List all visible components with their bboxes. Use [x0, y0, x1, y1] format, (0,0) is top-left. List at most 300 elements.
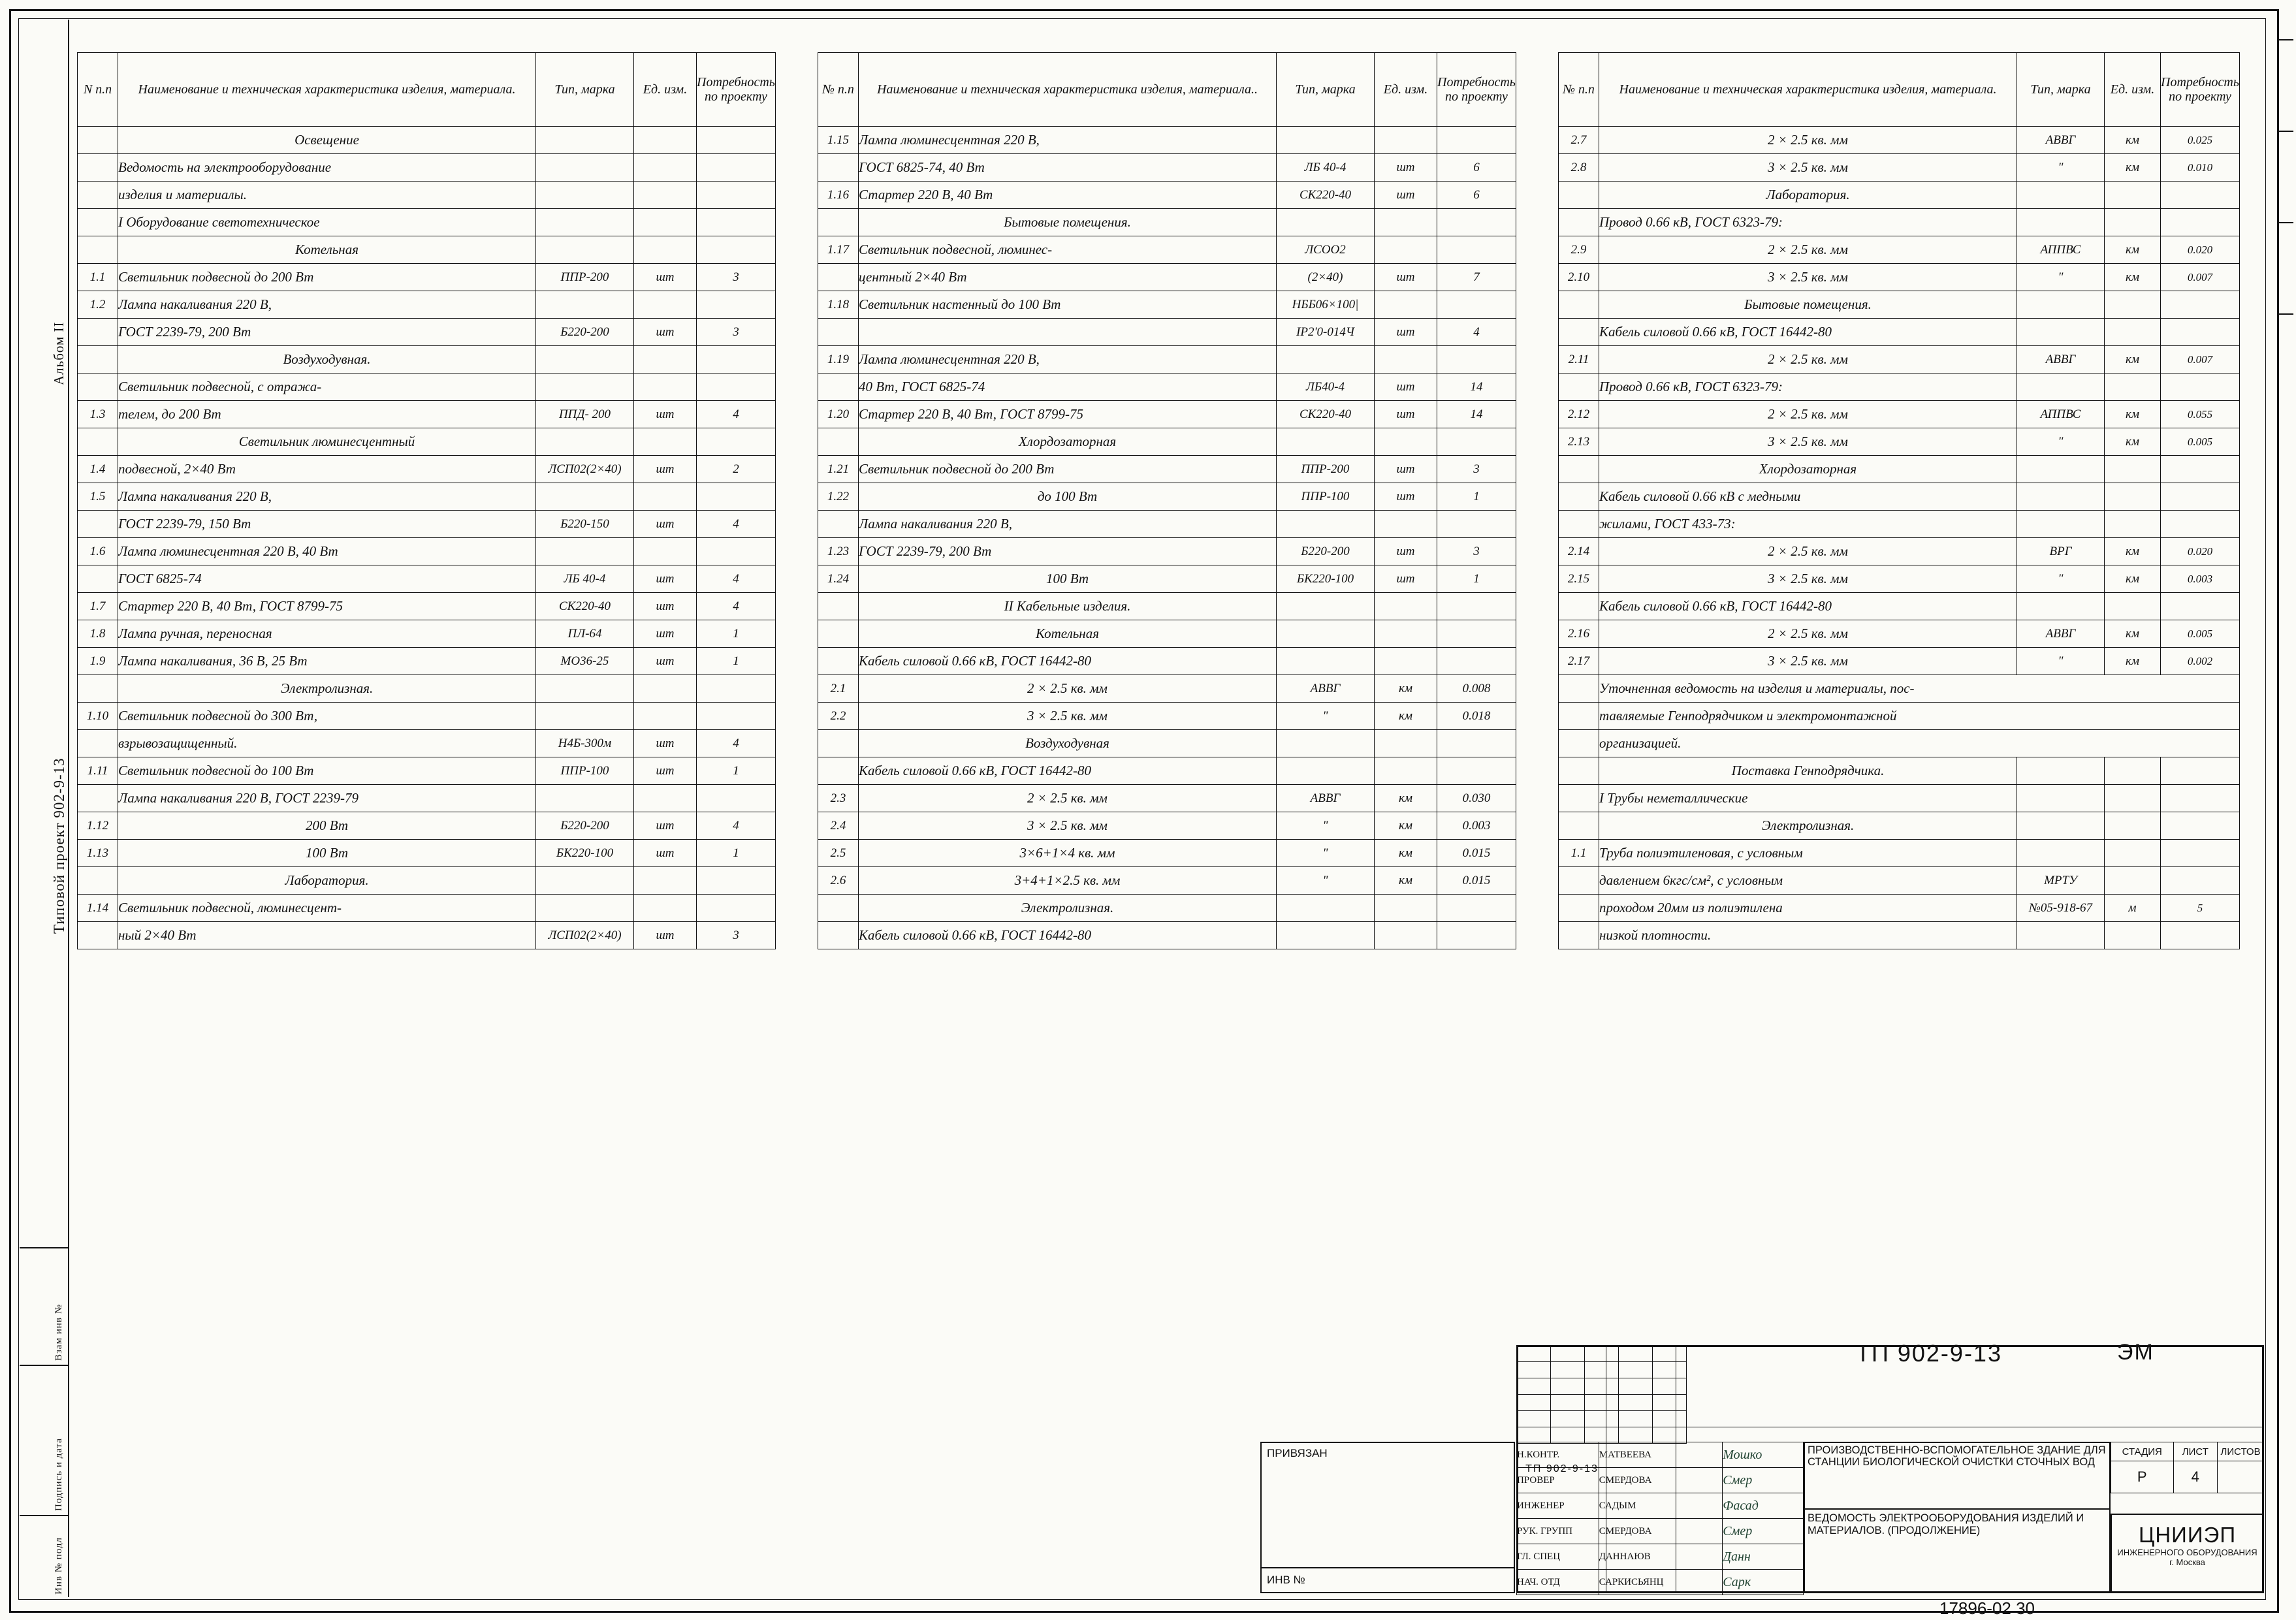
cell-num: 2.13 — [1559, 428, 1599, 456]
sheet-value: 4 — [2173, 1461, 2218, 1493]
cell-num: 2.15 — [1559, 565, 1599, 593]
cell-unit — [2105, 182, 2161, 209]
cell-name: Лаборатория. — [118, 867, 536, 895]
cell-qty: 0.055 — [2161, 401, 2240, 428]
cell-qty: 3 — [697, 319, 776, 346]
cell-type — [536, 154, 634, 182]
table-row — [1559, 812, 2240, 840]
cell-unit — [634, 785, 697, 812]
cell-num — [78, 675, 118, 703]
cell-unit — [2105, 456, 2161, 483]
cell-type — [2017, 209, 2105, 236]
cell-type — [2017, 757, 2105, 785]
cell-type — [2017, 319, 2105, 346]
cell-unit — [634, 182, 697, 209]
cell-unit — [2105, 593, 2161, 620]
cell-num: 2.1 — [818, 675, 859, 703]
cell-name: центный 2×40 Вт — [859, 264, 1277, 291]
cell-unit — [1375, 236, 1437, 264]
cell-name: Стартер 220 В, 40 Вт, ГОСТ 8799-75 — [118, 593, 536, 620]
cell-unit — [1375, 511, 1437, 538]
cell-num — [78, 154, 118, 182]
cell-qty: 6 — [1437, 154, 1516, 182]
table-row — [78, 236, 776, 264]
role-row — [1517, 1493, 1804, 1519]
cell-name: Кабель силовой 0.66 кВ, ГОСТ 16442-80 — [1599, 319, 2017, 346]
stamp-label-podpis: Подпись и дата — [54, 1438, 64, 1511]
stage-block — [2111, 1442, 2264, 1514]
cell-unit — [2105, 511, 2161, 538]
th-name: Наименование и техническая характеристика изделия, материала.. — [859, 53, 1277, 127]
cell-num: 2.6 — [818, 867, 859, 895]
cell-num — [1559, 675, 1599, 703]
cell-type — [1277, 511, 1375, 538]
th-unit: Ед. изм. — [634, 53, 697, 127]
th-type: Тип, марка — [2017, 53, 2105, 127]
title-grid-left — [1516, 1345, 1687, 1444]
cell-unit: шт — [1375, 319, 1437, 346]
table-row — [78, 456, 776, 483]
cell-unit — [2105, 483, 2161, 511]
cell-unit — [2105, 319, 2161, 346]
cell-name: взрывозащищенный. — [118, 730, 536, 757]
cell-num — [818, 154, 859, 182]
cell-unit: шт — [1375, 182, 1437, 209]
cell-qty: 3 — [697, 264, 776, 291]
table-row — [818, 319, 1516, 346]
cell-name: ГОСТ 6825-74, 40 Вт — [859, 154, 1277, 182]
cell-name: ГОСТ 2239-79, 150 Вт — [118, 511, 536, 538]
cell-name: 3×6+1×4 кв. мм — [859, 840, 1277, 867]
cell-qty: 7 — [1437, 264, 1516, 291]
cell-qty — [2161, 373, 2240, 401]
role-row — [1517, 1468, 1804, 1493]
album-label: Альбом II — [51, 321, 67, 385]
cell-type — [536, 182, 634, 209]
table-row — [78, 922, 776, 949]
cell-num — [1559, 785, 1599, 812]
cell-type — [536, 703, 634, 730]
cell-unit — [2105, 209, 2161, 236]
table-row — [1559, 538, 2240, 565]
cell-type: АВВГ — [2017, 346, 2105, 373]
cell-unit: км — [2105, 127, 2161, 154]
cell-type: " — [1277, 840, 1375, 867]
cell-num — [78, 922, 118, 949]
cell-num: 1.5 — [78, 483, 118, 511]
cell-name: изделия и материалы. — [118, 182, 536, 209]
cell-qty: 4 — [697, 593, 776, 620]
cell-unit — [2105, 840, 2161, 867]
cell-name: Лампа люминесцентная 220 В, — [859, 127, 1277, 154]
cell-qty — [2161, 209, 2240, 236]
cell-name: Котельная — [859, 620, 1277, 648]
table-row — [818, 264, 1516, 291]
cell-name: 2 × 2.5 кв. мм — [1599, 538, 2017, 565]
table-row — [1559, 730, 2240, 757]
cell-num — [1559, 757, 1599, 785]
table-row — [78, 593, 776, 620]
cell-qty: 0.005 — [2161, 620, 2240, 648]
cell-unit — [1375, 620, 1437, 648]
cell-num — [78, 730, 118, 757]
table-row — [1559, 209, 2240, 236]
role-person: ДАННАЮВ — [1599, 1544, 1723, 1570]
table-row — [78, 483, 776, 511]
cell-qty — [1437, 648, 1516, 675]
cell-type: ППР-200 — [1277, 456, 1375, 483]
cell-type — [1277, 620, 1375, 648]
cell-qty: 0.020 — [2161, 236, 2240, 264]
cell-qty — [697, 291, 776, 319]
table-row — [1559, 511, 2240, 538]
table-header-row — [78, 53, 776, 127]
cell-num — [1559, 456, 1599, 483]
cell-name: 3 × 2.5 кв. мм — [859, 703, 1277, 730]
cell-type: " — [1277, 812, 1375, 840]
cell-name: Хлордозаторная — [1599, 456, 2017, 483]
cell-name: давлением 6кгс/см², с условным — [1599, 867, 2017, 895]
cell-num — [78, 236, 118, 264]
cell-name: Электролизная. — [1599, 812, 2017, 840]
cell-unit: шт — [634, 264, 697, 291]
cell-num: 1.2 — [78, 291, 118, 319]
cell-name: Светильник подвесной, люминес- — [859, 236, 1277, 264]
object-name: ПРОИЗВОДСТВЕННО-ВСПОМОГАТЕЛЬНОЕ ЗДАНИЕ ДЛЯ СТАНЦИИ БИОЛОГИЧЕСКОЙ ОЧИСТКИ СТОЧНЫХ ВОД — [1808, 1444, 2106, 1469]
sheets-label: ЛИСТОВ — [2218, 1442, 2264, 1461]
cell-type: СК220-40 — [1277, 401, 1375, 428]
cell-unit: шт — [634, 565, 697, 593]
cell-name: подвесной, 2×40 Вт — [118, 456, 536, 483]
table-row — [818, 895, 1516, 922]
role-signature: Данн — [1723, 1544, 1804, 1570]
cell-name: 3+4+1×2.5 кв. мм — [859, 867, 1277, 895]
edge-tick — [2279, 131, 2293, 132]
cell-name: 2 × 2.5 кв. мм — [859, 785, 1277, 812]
cell-num: 1.8 — [78, 620, 118, 648]
cell-name: Бытовые помещения. — [859, 209, 1277, 236]
table-row — [1559, 456, 2240, 483]
cell-num — [1559, 922, 1599, 949]
cell-qty: 1 — [697, 648, 776, 675]
table-row — [818, 648, 1516, 675]
cell-unit — [634, 373, 697, 401]
table-row — [818, 730, 1516, 757]
cell-qty: 3 — [1437, 538, 1516, 565]
cell-name: Кабель силовой 0.66 кВ, ГОСТ 16442-80 — [859, 922, 1277, 949]
role-person: СМЕРДОВА — [1599, 1519, 1723, 1544]
organization-subtitle: ИНЖЕНЕРНОГО ОБОРУДОВАНИЯ — [2117, 1548, 2257, 1557]
cell-num: 2.11 — [1559, 346, 1599, 373]
cell-num: 2.12 — [1559, 401, 1599, 428]
cell-qty — [697, 895, 776, 922]
cell-type: АВВГ — [1277, 675, 1375, 703]
table-row — [818, 154, 1516, 182]
cell-qty — [1437, 922, 1516, 949]
cell-name: Провод 0.66 кВ, ГОСТ 6323-79: — [1599, 209, 2017, 236]
cell-unit: шт — [1375, 538, 1437, 565]
table-row — [78, 428, 776, 456]
table-row — [1559, 428, 2240, 456]
organization-city: г. Москва — [2169, 1557, 2205, 1567]
table-row — [818, 867, 1516, 895]
cell-name: Кабель силовой 0.66 кВ, ГОСТ 16442-80 — [1599, 593, 2017, 620]
cell-unit: км — [2105, 154, 2161, 182]
cell-num: 1.1 — [1559, 840, 1599, 867]
edge-tick — [2279, 222, 2293, 223]
cell-num: 1.12 — [78, 812, 118, 840]
cell-num: 1.22 — [818, 483, 859, 511]
cell-type: Б220-200 — [536, 812, 634, 840]
cell-unit: шт — [1375, 373, 1437, 401]
stamp-label-inv: Инв № подл — [54, 1537, 64, 1595]
role-person: САДЫМ — [1599, 1493, 1723, 1519]
cell-unit: шт — [634, 319, 697, 346]
th-unit: Ед. изм. — [2105, 53, 2161, 127]
cell-num: 1.23 — [818, 538, 859, 565]
role-title: Н.КОНТР. — [1517, 1442, 1599, 1468]
table-row — [1559, 346, 2240, 373]
cell-name: Светильник подвесной, люминесцент- — [118, 895, 536, 922]
cell-num: 1.24 — [818, 565, 859, 593]
cell-num: 1.3 — [78, 401, 118, 428]
cell-name — [859, 319, 1277, 346]
cell-type: СК220-40 — [1277, 182, 1375, 209]
cell-unit: км — [2105, 428, 2161, 456]
cell-num — [818, 511, 859, 538]
title-code-big: ТП 902-9-13 — [1856, 1340, 2002, 1367]
cell-qty — [697, 483, 776, 511]
cell-num — [78, 346, 118, 373]
cell-unit — [2105, 291, 2161, 319]
roles-table — [1516, 1442, 1804, 1595]
cell-name: 2 × 2.5 кв. мм — [1599, 127, 2017, 154]
privyazan-label: ПРИВЯЗАН — [1267, 1447, 1328, 1459]
cell-qty: 0.025 — [2161, 127, 2240, 154]
cell-qty — [1437, 620, 1516, 648]
cell-num — [78, 511, 118, 538]
cell-unit: шт — [1375, 154, 1437, 182]
cell-num: 1.4 — [78, 456, 118, 483]
cell-qty — [697, 182, 776, 209]
cell-num — [818, 757, 859, 785]
cell-qty: 4 — [697, 511, 776, 538]
table-row — [818, 840, 1516, 867]
cell-unit — [1375, 127, 1437, 154]
cell-qty: 0.020 — [2161, 538, 2240, 565]
cell-num: 1.6 — [78, 538, 118, 565]
table-row — [78, 264, 776, 291]
cell-unit — [2105, 812, 2161, 840]
cell-name: Стартер 220 В, 40 Вт, ГОСТ 8799-75 — [859, 401, 1277, 428]
cell-qty — [2161, 456, 2240, 483]
cell-num: 1.10 — [78, 703, 118, 730]
cell-name: ный 2×40 Вт — [118, 922, 536, 949]
table-row — [78, 812, 776, 840]
table-row — [78, 675, 776, 703]
cell-unit — [1375, 209, 1437, 236]
stage-value: Р — [2111, 1461, 2174, 1493]
table-row — [1559, 319, 2240, 346]
cell-num — [1559, 182, 1599, 209]
materials-table-3 — [1558, 52, 2240, 949]
table-row — [818, 593, 1516, 620]
cell-type: ЛСОО2 — [1277, 236, 1375, 264]
role-person: САРКИСЬЯНЦ — [1599, 1570, 1723, 1595]
cell-num: 2.10 — [1559, 264, 1599, 291]
cell-type: " — [2017, 428, 2105, 456]
cell-type — [536, 483, 634, 511]
cell-qty — [1437, 593, 1516, 620]
cell-name: Светильник настенный до 100 Вт — [859, 291, 1277, 319]
cell-num — [1559, 373, 1599, 401]
cell-num: 1.16 — [818, 182, 859, 209]
cell-unit: км — [2105, 264, 2161, 291]
table-row — [1559, 593, 2240, 620]
cell-type — [1277, 428, 1375, 456]
role-signature: Смер — [1723, 1468, 1804, 1493]
cell-type — [2017, 593, 2105, 620]
cell-num: 1.18 — [818, 291, 859, 319]
cell-name: 3 × 2.5 кв. мм — [1599, 264, 2017, 291]
cell-qty: 0.015 — [1437, 867, 1516, 895]
cell-name: Лампа люминесцентная 220 В, 40 Вт — [118, 538, 536, 565]
cell-unit — [634, 483, 697, 511]
cell-type — [1277, 593, 1375, 620]
cell-num — [1559, 730, 1599, 757]
cell-qty — [697, 675, 776, 703]
cell-unit — [634, 291, 697, 319]
cell-name: Воздуходувная — [859, 730, 1277, 757]
table-row — [78, 703, 776, 730]
role-signature: Смер — [1723, 1519, 1804, 1544]
cell-num — [818, 593, 859, 620]
cell-name: 2 × 2.5 кв. мм — [1599, 236, 2017, 264]
cell-type: МРТУ — [2017, 867, 2105, 895]
cell-name: Лампа накаливания, 36 В, 25 Вт — [118, 648, 536, 675]
cell-unit: км — [1375, 867, 1437, 895]
cell-type: ЛСП02(2×40) — [536, 922, 634, 949]
doc-code: ТП 902-9-13 — [1518, 1347, 1606, 1592]
cell-qty — [2161, 182, 2240, 209]
cell-qty — [2161, 319, 2240, 346]
cell-unit: км — [2105, 401, 2161, 428]
table-row — [1559, 785, 2240, 812]
role-person: СМЕРДОВА — [1599, 1468, 1723, 1493]
cell-unit — [2105, 373, 2161, 401]
th-type: Тип, марка — [536, 53, 634, 127]
edge-tick — [2279, 313, 2293, 315]
th-num: № п.п — [818, 53, 859, 127]
cell-qty — [2161, 483, 2240, 511]
cell-unit: шт — [634, 648, 697, 675]
cell-qty: 14 — [1437, 401, 1516, 428]
cell-num — [78, 127, 118, 154]
table-row — [818, 456, 1516, 483]
table-row — [78, 840, 776, 867]
cell-num: 1.15 — [818, 127, 859, 154]
cell-unit — [634, 428, 697, 456]
cell-type: БК220-100 — [1277, 565, 1375, 593]
cell-type: БК220-100 — [536, 840, 634, 867]
cell-qty: 14 — [1437, 373, 1516, 401]
cell-num: 1.1 — [78, 264, 118, 291]
table-row — [818, 703, 1516, 730]
cell-num: 2.5 — [818, 840, 859, 867]
cell-qty: 4 — [697, 401, 776, 428]
cell-name: Светильник подвесной до 300 Вт, — [118, 703, 536, 730]
cell-type: " — [2017, 154, 2105, 182]
cell-name: Поставка Генподрядчика. — [1599, 757, 2017, 785]
cell-qty — [697, 346, 776, 373]
cell-num: 2.9 — [1559, 236, 1599, 264]
table-row — [818, 373, 1516, 401]
th-qty: Потребность по проекту — [1437, 53, 1516, 127]
cell-name: Лампа накаливания 220 В, — [859, 511, 1277, 538]
table-row — [78, 401, 776, 428]
cell-name: Труба полиэтиленовая, с условным — [1599, 840, 2017, 867]
role-title: РУК. ГРУПП — [1517, 1519, 1599, 1544]
cell-unit — [1375, 895, 1437, 922]
cell-num: 2.16 — [1559, 620, 1599, 648]
table-row — [78, 730, 776, 757]
cell-type: " — [1277, 703, 1375, 730]
cell-type: " — [1277, 867, 1375, 895]
cell-num: 1.7 — [78, 593, 118, 620]
cell-name: организацией. — [1599, 730, 2240, 757]
cell-type — [2017, 922, 2105, 949]
cell-type: ППР-200 — [536, 264, 634, 291]
cell-name: Бытовые помещения. — [1599, 291, 2017, 319]
cell-name: Уточненная ведомость на изделия и материалы, пос- — [1599, 675, 2240, 703]
th-unit: Ед. изм. — [1375, 53, 1437, 127]
cell-num: 1.13 — [78, 840, 118, 867]
table-row — [78, 785, 776, 812]
cell-type: ЛБ 40-4 — [536, 565, 634, 593]
roles-block — [1516, 1442, 1804, 1593]
cell-name: 3 × 2.5 кв. мм — [1599, 565, 2017, 593]
cell-num — [1559, 895, 1599, 922]
cell-qty — [697, 867, 776, 895]
cell-unit: шт — [1375, 401, 1437, 428]
cell-unit: шт — [1375, 483, 1437, 511]
cell-unit: км — [2105, 236, 2161, 264]
object-block — [1804, 1442, 2111, 1593]
cell-type — [2017, 840, 2105, 867]
cell-unit: шт — [634, 456, 697, 483]
cell-unit: шт — [634, 922, 697, 949]
cell-unit — [1375, 291, 1437, 319]
cell-qty: 0.003 — [2161, 565, 2240, 593]
cell-name: ГОСТ 2239-79, 200 Вт — [118, 319, 536, 346]
cell-qty — [697, 785, 776, 812]
table-row — [78, 346, 776, 373]
cell-qty — [1437, 127, 1516, 154]
cell-name: 3 × 2.5 кв. мм — [1599, 648, 2017, 675]
cell-type: ПЛ-64 — [536, 620, 634, 648]
stage-table — [2111, 1442, 2264, 1493]
cell-num — [1559, 291, 1599, 319]
cell-qty: 2 — [697, 456, 776, 483]
cell-qty: 0.007 — [2161, 346, 2240, 373]
cell-name: Воздуходувная. — [118, 346, 536, 373]
object-divider — [1805, 1508, 2109, 1510]
cell-type — [1277, 757, 1375, 785]
table-row — [818, 511, 1516, 538]
cell-qty: 6 — [1437, 182, 1516, 209]
role-title: ПРОВЕР — [1517, 1468, 1599, 1493]
cell-type: АВВГ — [2017, 127, 2105, 154]
